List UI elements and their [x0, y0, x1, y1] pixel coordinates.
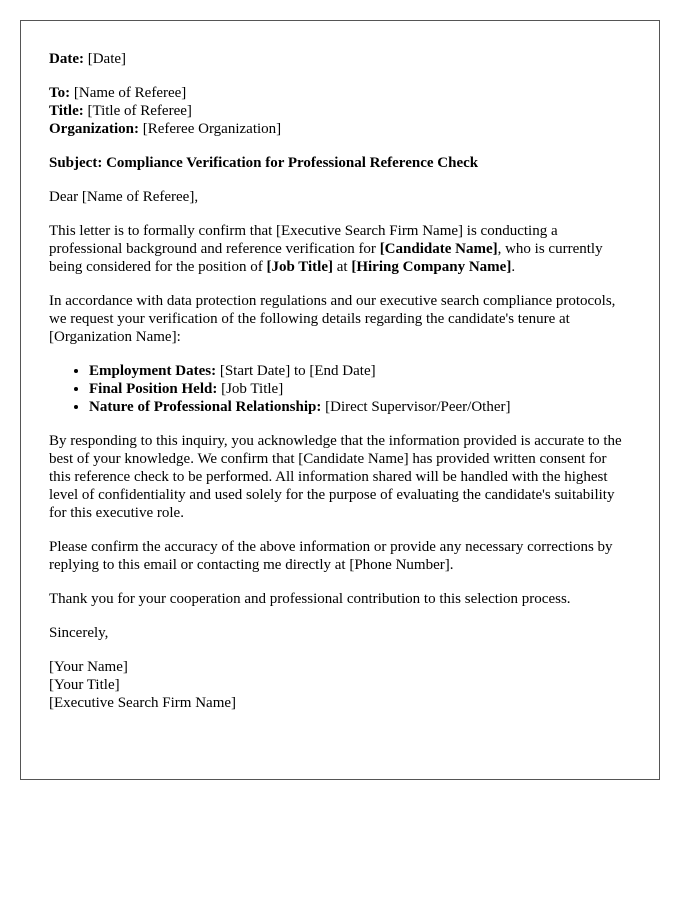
details-list — [49, 362, 631, 416]
list-item — [89, 362, 631, 380]
to-label: To: — [49, 85, 71, 101]
subject-line — [49, 154, 631, 172]
salutation: Dear [Name of Referee], — [49, 189, 199, 205]
letter-document — [20, 20, 660, 780]
detail-value: [Job Title] — [217, 381, 284, 397]
intro-text-c: at — [333, 259, 352, 275]
candidate-name: [Candidate Name] — [379, 241, 498, 257]
paragraph-thanks: Thank you for your cooperation and professional contribution to this selection process. — [49, 591, 571, 607]
detail-value: [Direct Supervisor/Peer/Other] — [321, 399, 511, 415]
job-title: [Job Title] — [266, 259, 333, 275]
hiring-company: [Hiring Company Name] — [351, 259, 512, 275]
title-line — [49, 102, 631, 120]
organization-value: [Referee Organization] — [142, 121, 282, 137]
title-label: Title: — [49, 103, 84, 119]
subject-text: Subject: Compliance Verification for Professional Reference Check — [49, 155, 479, 171]
date-value: [Date] — [87, 51, 127, 67]
paragraph-confirm: Please confirm the accuracy of the above information or provide any necessary corrections by replying to this email or contacting me directly at [Phone Number]. — [49, 539, 613, 573]
intro-text-a: This letter is to formally confirm that [Executive Search Firm Name] is conducting a professional background and reference verification for — [49, 223, 558, 257]
signature-block — [49, 658, 631, 712]
recipient-block — [49, 84, 631, 138]
date-label: Date: — [49, 51, 84, 67]
to-value: [Name of Referee] — [73, 85, 187, 101]
detail-label: Nature of Professional Relationship: — [89, 399, 322, 415]
intro-text-b: , who is currently being considered for the position of — [49, 241, 603, 275]
signature-title: [Your Title] — [49, 677, 120, 693]
intro-text-d: . — [511, 259, 516, 275]
detail-value: [Start Date] to [End Date] — [216, 363, 376, 379]
paragraph-intro — [49, 222, 631, 276]
organization-line — [49, 120, 631, 138]
detail-label: Final Position Held: — [89, 381, 218, 397]
signature-name: [Your Name] — [49, 659, 128, 675]
title-value: [Title of Referee] — [87, 103, 192, 119]
date-line — [49, 50, 631, 68]
list-item — [89, 380, 631, 398]
closing: Sincerely, — [49, 625, 109, 641]
paragraph-request: In accordance with data protection regulations and our executive search compliance protocols, we request your verification of the following details regarding the candidate's tenure at [Organization Name]: — [49, 293, 616, 345]
detail-label: Employment Dates: — [89, 363, 217, 379]
organization-label: Organization: — [49, 121, 139, 137]
paragraph-acknowledge: By responding to this inquiry, you acknowledge that the information provided is accurate to the best of your knowledge. We confirm that [Candidate Name] has provided written consent for this reference check to be performed. All information shared will be handled with the highest level of confidentiality and used solely for the purpose of evaluating the candidate's suitability for this executive role. — [49, 433, 622, 521]
to-line — [49, 84, 631, 102]
list-item — [89, 398, 631, 416]
signature-firm: [Executive Search Firm Name] — [49, 695, 237, 711]
